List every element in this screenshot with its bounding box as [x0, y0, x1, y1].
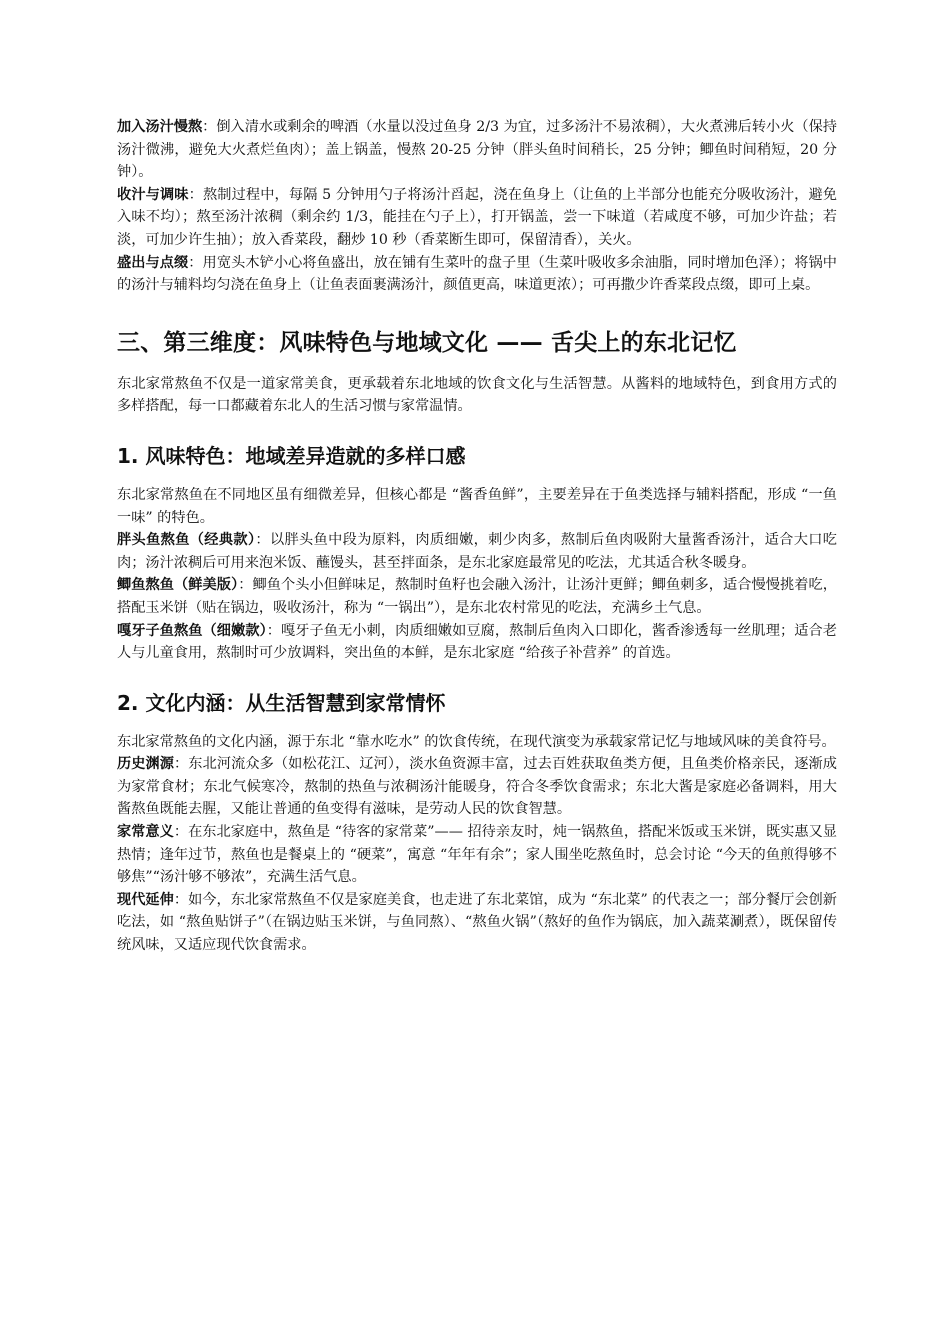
item-label: 现代延伸	[117, 891, 174, 908]
paragraph-simmer	[117, 116, 837, 184]
section-heading: 三、第三维度：风味特色与地域文化 —— 舌尖上的东北记忆	[117, 329, 737, 356]
step-label: 收汁与调味	[117, 186, 189, 203]
step-label: 加入汤汁慢熬	[117, 119, 203, 135]
step-text: ：熬制过程中，每隔 5 分钟用勺子将汤汁舀起，浇在鱼身上（让鱼的上半部分也能充分吸收汤汁，避免入味不均）；熬至汤汁浓稠（剩余约 1/3，能挂在勺子上），打开锅盖，尝一下味道（若咸度不够，可加少许盐；若淡，可加少许生抽）；放入香菜段，翻炒 10 秒（香菜断生即可，保留清香），关火。	[117, 186, 837, 248]
item-text: ：东北河流众多（如松花江、辽河），淡水鱼资源丰富，过去百姓获取鱼类方便，且鱼类价格亲民，逐渐成为家常食材；东北气候寒冷，熬制的热鱼与浓稠汤汁能暖身，符合冬季饮食需求；东北大酱是家庭必备调料，用大酱熬鱼既能去腥，又能让普通的鱼变得有滋味，是劳动人民的饮食智慧。	[117, 756, 837, 818]
step-text: ：倒入清水或剩余的啤酒（水量以没过鱼身 2/3 为宜，过多汤汁不易浓稠），大火煮沸后转小火（保持汤汁微沸，避免大火煮烂鱼肉）；盖上锅盖，慢熬 20-25 分钟（胖头鱼时间稍长，25 分钟；鲫鱼时间稍短，20 分钟）。	[117, 119, 837, 181]
step-label: 盛出与点缀	[117, 254, 189, 271]
item-text: ：以胖头鱼中段为原料，肉质细嫩，刺少肉多，熬制后鱼肉吸附大量酱香汤汁，适合大口吃肉；汤汁浓稠后可用来泡米饭、蘸馒头，甚至拌面条，是东北家庭最常见的吃法，尤其适合秋冬暖身。	[117, 532, 837, 571]
item-label: 嘎牙子鱼熬鱼（细嫩款）	[117, 622, 267, 639]
list-item	[117, 821, 837, 889]
item-label: 鲫鱼熬鱼（鲜美版）	[117, 577, 239, 594]
item-text: ：在东北家庭中，熬鱼是 “待客的家常菜”—— 招待亲友时，炖一锅熬鱼，搭配米饭或玉米饼，既实惠又显热情；逢年过节，熬鱼也是餐桌上的 “硬菜”，寓意 “年年有余”；家人围坐吃熬鱼时，总会讨论 “今天的鱼煎得够不够焦”“汤汁够不够浓”，充满生活气息。	[117, 824, 837, 886]
item-label: 历史渊源	[117, 756, 175, 773]
subsection-intro: 东北家常熬鱼的文化内涵，源于东北 “靠水吃水” 的饮食传统，在现代演变为承载家常记忆与地域风味的美食符号。	[117, 733, 836, 750]
list-item	[117, 574, 837, 619]
subsection-heading: 2. 文化内涵：从生活智慧到家常情怀	[117, 690, 446, 715]
item-text: ：鲫鱼个头小但鲜味足，熬制时鱼籽也会融入汤汁，让汤汁更鲜；鲫鱼刺多，适合慢慢挑着吃，搭配玉米饼（贴在锅边，吸收汤汁，称为 “一锅出”），是东北农村常见的吃法，充满乡土气息。	[117, 577, 837, 616]
list-item	[117, 620, 837, 665]
section-intro: 东北家常熬鱼不仅是一道家常美食，更承载着东北地域的饮食文化与生活智慧。从酱料的地域特色，到食用方式的多样搭配，每一口都藏着东北人的生活习惯与家常温情。	[117, 375, 837, 415]
list-item	[117, 753, 837, 821]
subsection-heading: 1. 风味特色：地域差异造就的多样口感	[117, 443, 466, 468]
item-label: 胖头鱼熬鱼（经典款）	[117, 532, 256, 549]
list-item	[117, 889, 837, 957]
step-text: ：用宽头木铲小心将鱼盛出，放在铺有生菜叶的盘子里（生菜叶吸收多余油脂，同时增加色泽）；将锅中的汤汁与辅料均匀浇在鱼身上（让鱼表面裹满汤汁，颜值更高，味道更浓）；可再撒少许香菜段点缀，即可上桌。	[117, 254, 837, 294]
item-label: 家常意义	[117, 824, 174, 841]
paragraph-plating	[117, 252, 837, 297]
subsection-intro: 东北家常熬鱼在不同地区虽有细微差异，但核心都是 “酱香鱼鲜”，主要差异在于鱼类选择与辅料搭配，形成 “一鱼一味” 的特色。	[117, 486, 837, 526]
item-text: ：嘎牙子鱼无小刺，肉质细嫩如豆腐，熬制后鱼肉入口即化，酱香渗透每一丝肌理；适合老人与儿童食用，熬制时可少放调料，突出鱼的本鲜，是东北家庭 “给孩子补营养” 的首选。	[117, 622, 837, 662]
document-body	[117, 116, 837, 957]
item-text: ：如今，东北家常熬鱼不仅是家庭美食，也走进了东北菜馆，成为 “东北菜” 的代表之一；部分餐厅会创新吃法，如 “熬鱼贴饼子”（在锅边贴玉米饼，与鱼同熬）、“熬鱼火锅”（熬好的鱼作为锅底，加入蔬菜涮煮），既保留传统风味，又适应现代饮食需求。	[117, 891, 837, 954]
paragraph-reduce	[117, 184, 837, 252]
list-item	[117, 529, 837, 574]
